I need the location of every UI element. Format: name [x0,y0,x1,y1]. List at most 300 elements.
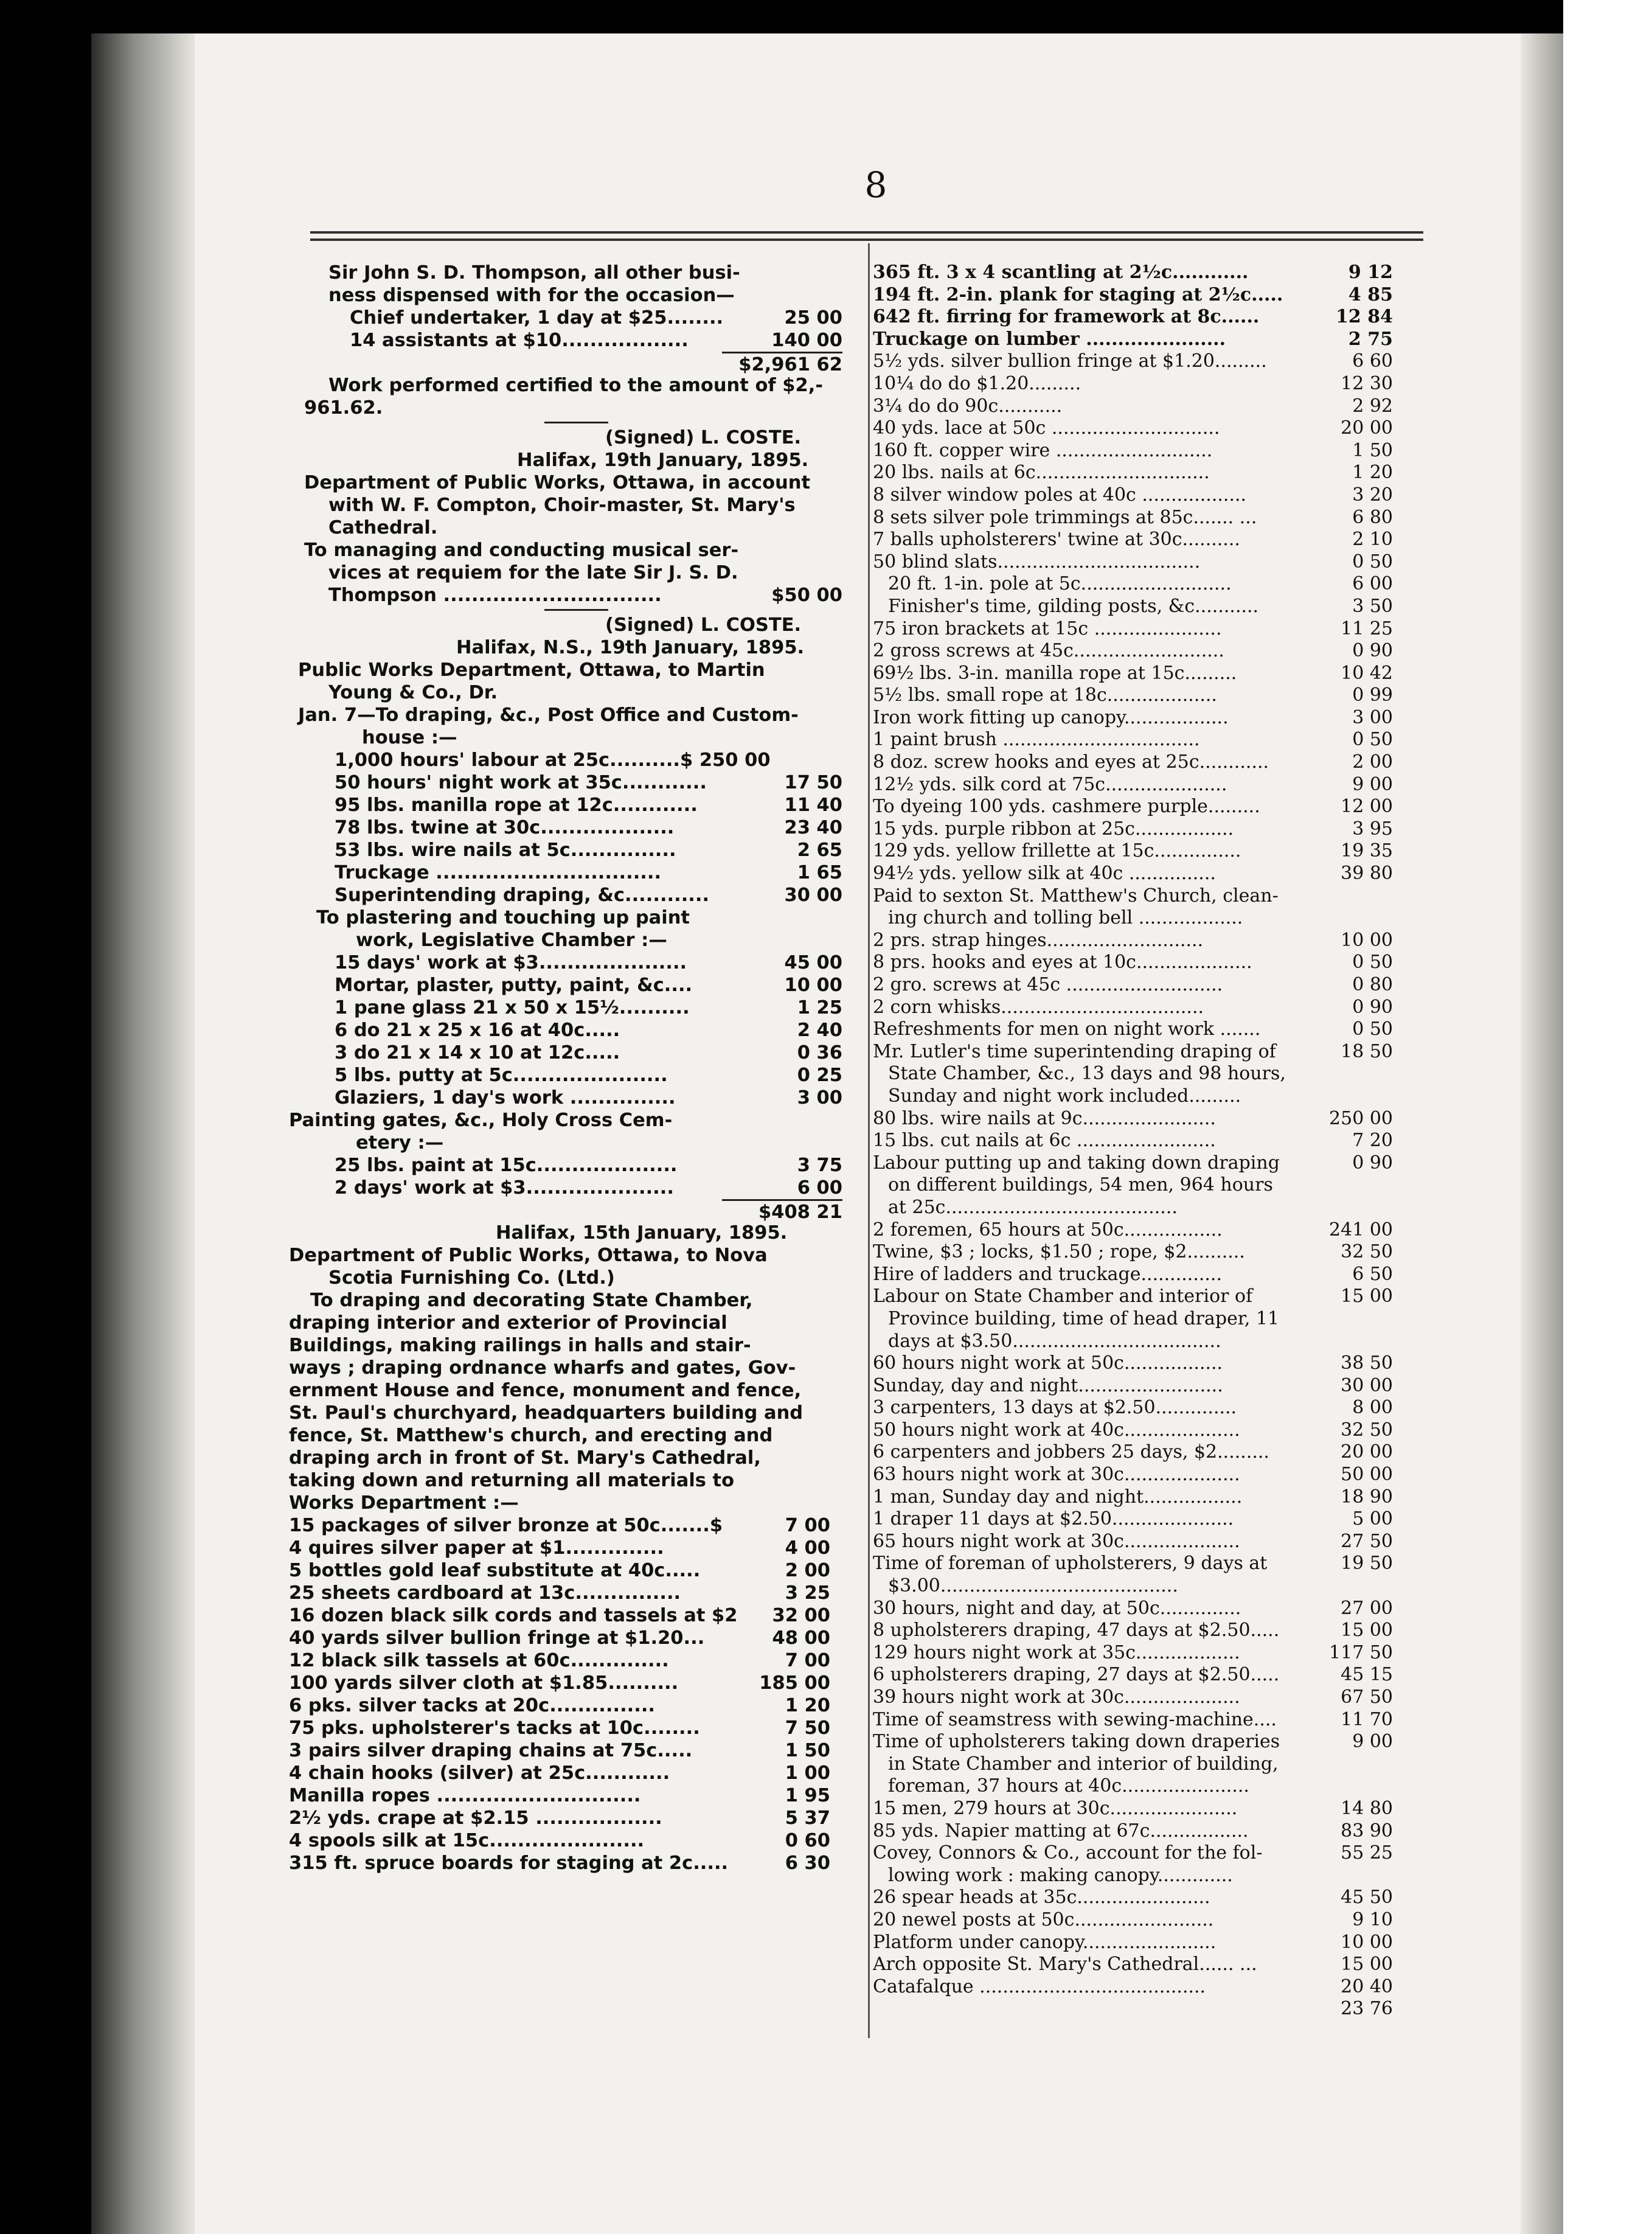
ledger-line-text: State Chamber, &c., 13 days and 98 hours, [888,1063,1286,1085]
ledger-amount: 10 00 [1341,1931,1393,1953]
ledger-line-text: 2 gro. screws at 45c ........................... [873,974,1223,995]
ledger-amount: 1 50 [785,1740,830,1761]
ledger-line [873,997,1393,1019]
ledger-line-text: 2 days' work at $3..................... [335,1177,674,1199]
ledger-amount: 11 40 [784,795,842,816]
ledger-line-text: Works Department :— [289,1492,519,1514]
ledger-amount: 45 15 [1341,1664,1393,1686]
ledger-line [873,1865,1393,1887]
ledger-line [289,1267,858,1289]
ledger-line [873,1085,1393,1108]
ledger-line-text: 1 man, Sunday day and night................. [873,1486,1243,1508]
ledger-line-text: Hire of ladders and truckage.............. [873,1263,1222,1285]
ledger-amount: 38 50 [1341,1352,1393,1374]
ledger-line-text: 60 hours night work at 50c................. [873,1352,1223,1374]
ledger-line [289,1334,858,1357]
ledger-line-text: Paid to sexton St. Matthew's Church, clean- [873,885,1279,906]
ledger-amount: 15 00 [1341,1954,1393,1975]
ledger-amount: 1 20 [1352,462,1393,484]
ledger-line-text: vices at requiem for the late Sir J. S. D. [328,562,738,583]
ledger-line-text: Time of upholsterers taking down draperies [873,1731,1280,1753]
ledger-line-text: Labour on State Chamber and interior of [873,1286,1253,1307]
ledger-line-text: 642 ft. firring for framework at 8c...... [873,306,1260,328]
ledger-amount: 11 70 [1341,1708,1393,1730]
ledger-line-text: 8 doz. screw hooks and eyes at 25c............ [873,751,1269,773]
ledger-line-text: 53 lbs. wire nails at 5c............... [335,840,676,861]
ledger-line [873,1798,1393,1820]
ledger-line-text: 961.62. [304,397,383,419]
ledger-amount: 27 00 [1341,1597,1393,1619]
ledger-line [873,618,1393,641]
ledger-amount: 50 00 [1341,1464,1393,1486]
ledger-amount: 3 00 [1352,706,1393,728]
ledger-line-text: 12½ yds. silk cord at 75c..................... [873,773,1227,795]
ledger-amount: 0 60 [785,1830,830,1851]
ledger-line-text: days at $3.50.................................... [888,1330,1221,1352]
ledger-line [873,329,1393,351]
ledger-line-text: Truckage ................................ [335,862,662,883]
ledger-line [873,551,1393,574]
ledger-line [289,307,858,329]
ledger-line [873,1954,1393,1976]
ledger-line [289,1627,858,1649]
ledger-line [289,284,858,307]
ledger-line [289,562,858,584]
ledger-line [873,751,1393,774]
ledger-line [873,640,1393,663]
ledger-line-text: at 25c........................................ [888,1196,1178,1218]
ledger-line [873,1219,1393,1242]
ledger-line-text: work, Legislative Chamber :— [356,930,667,951]
ledger-line-text: St. Paul's churchyard, headquarters building and [289,1402,803,1424]
ledger-line [289,816,858,839]
ledger-line [289,1717,858,1739]
ledger-line-text: 40 yards silver bullion fringe at $1.20... [289,1627,705,1649]
ledger-amount: 15 00 [1341,1620,1393,1641]
ledger-line [289,449,858,472]
ledger-line-text: 15 lbs. cut nails at 6c ........................ [873,1130,1216,1152]
ledger-amount: 241 00 [1329,1219,1393,1241]
ledger-amount: 45 00 [784,952,842,973]
ledger-line-text: Sunday, day and night......................... [873,1374,1223,1396]
ledger-amount: 0 90 [1352,996,1393,1018]
ledger-line [873,1709,1393,1731]
ledger-amount: 20 40 [1341,1975,1393,1997]
ledger-line [289,1739,858,1762]
signature-rule [289,419,858,426]
ledger-amount: 39 80 [1341,863,1393,885]
ledger-line [873,1642,1393,1665]
ledger-line [289,1447,858,1469]
ledger-amount: 6 00 [1352,573,1393,595]
ledger-line [289,1402,858,1424]
ledger-line-text: 15 packages of silver bronze at 50c.......$ [289,1515,723,1536]
ledger-line [873,774,1393,796]
ledger-line-text: (Signed) L. COSTE. [605,614,802,636]
ledger-line [289,472,858,494]
ledger-line-text: draping interior and exterior of Provincial [289,1312,727,1334]
ledger-line [289,906,858,929]
ledger-line [873,863,1393,885]
ledger-amount: 10 00 [1341,929,1393,951]
ledger-amount: 7 00 [785,1650,830,1671]
ledger-line [289,771,858,794]
ledger-line [873,1820,1393,1843]
ledger-amount: 0 99 [1352,684,1393,706]
ledger-amount: 9 00 [1352,1731,1393,1753]
ledger-line-text: Halifax, 15th January, 1895. [496,1222,788,1244]
ledger-line [873,1241,1393,1264]
ledger-line-text: Arch opposite St. Mary's Cathedral...... ... [873,1954,1257,1975]
ledger-line-text: ness dispensed with for the occasion— [328,285,735,306]
ledger-line [289,1087,858,1109]
ledger-line [873,1932,1393,1954]
ledger-line-text: Sunday and night work included......... [888,1085,1241,1107]
ledger-line-text: Halifax, 19th January, 1895. [517,450,809,471]
ledger-line-text: 4 chain hooks (silver) at 25c............ [289,1762,670,1784]
ledger-line [289,1379,858,1402]
ledger-amount: 12 00 [1341,796,1393,818]
ledger-line [289,374,858,397]
ledger-line [873,1842,1393,1865]
ledger-line [289,1424,858,1447]
signature-rule [289,607,858,614]
ledger-line [289,636,858,659]
ledger-amount: 1 65 [797,862,842,883]
ledger-amount: 48 00 [772,1627,830,1649]
ledger-line-text: Department of Public Works, Ottawa, in account [304,472,811,493]
ledger-line [873,1486,1393,1509]
ledger-line-text: 5½ lbs. small rope at 18c................... [873,684,1217,706]
ledger-line-text: Scotia Furnishing Co. (Ltd.) [328,1267,615,1289]
ledger-line-text: Public Works Department, Ottawa, to Martin [298,659,765,681]
ledger-amount: 4 85 [1348,284,1393,305]
ledger-line-text: Refreshments for men on night work ....... [873,1018,1261,1040]
ledger-line [873,284,1393,307]
ledger-line-text: Time of seamstress with sewing-machine.... [873,1708,1277,1730]
ledger-amount: 1 00 [785,1762,830,1784]
ledger-line [289,726,858,749]
ledger-line [873,1887,1393,1909]
ledger-amount: 1 50 [1352,439,1393,461]
ledger-line-text: 3 carpenters, 13 days at $2.50.............. [873,1397,1237,1419]
ledger-line [289,352,858,374]
ledger-line-text: Mortar, plaster, putty, paint, &c.... [335,975,693,996]
ledger-line-text: 50 blind slats................................... [873,551,1201,572]
ledger-line-text: 75 pks. upholsterer's tacks at 10c........ [289,1717,700,1739]
ledger-amount: $50 00 [771,585,842,606]
ledger-amount: 250 00 [1329,1107,1393,1129]
ledger-line [873,417,1393,440]
ledger-amount: 2 92 [1352,395,1393,417]
ledger-line [289,1177,858,1199]
ledger-line [873,1620,1393,1642]
ledger-line [873,1352,1393,1375]
ledger-line-text: Manilla ropes ............................. [289,1785,641,1806]
ledger-line [289,614,858,636]
ledger-amount: 3 25 [785,1582,830,1604]
ledger-line [873,573,1393,596]
ledger-amount: 67 50 [1341,1686,1393,1708]
ledger-line [873,1130,1393,1152]
ledger-amount: 32 50 [1341,1241,1393,1263]
ledger-amount: 3 00 [797,1087,842,1108]
ledger-amount: 7 20 [1352,1130,1393,1152]
ledger-line-text: taking down and returning all materials to [289,1470,735,1491]
ledger-line-text: 6 pks. silver tacks at 20c............... [289,1695,656,1716]
ledger-line-text: draping arch in front of St. Mary's Cathedral, [289,1447,761,1469]
ledger-amount: 83 90 [1341,1820,1393,1842]
ledger-amount: 19 50 [1341,1553,1393,1575]
ledger-line [873,262,1393,284]
ledger-line-text: To plastering and touching up paint [316,907,690,928]
ledger-amount: 10 42 [1341,662,1393,684]
ledger-line-text: on different buildings, 54 men, 964 hours [888,1174,1273,1196]
ledger-line-text: 2 gross screws at 45c.......................... [873,640,1224,662]
ledger-line-text: etery :— [356,1132,444,1154]
ledger-line [873,1397,1393,1419]
ledger-line-text: 85 yds. Napier matting at 67c................. [873,1820,1249,1842]
ledger-line-text: Province building, time of head draper, 11 [888,1307,1280,1329]
ledger-line-text: Truckage on lumber ...................... [873,328,1226,350]
ledger-line-text: 8 prs. hooks and eyes at 10c.................... [873,952,1252,973]
ledger-line [289,1019,858,1042]
ledger-line-text: 315 ft. spruce boards for staging at 2c..... [289,1853,729,1874]
ledger-amount: 6 60 [1352,350,1393,372]
ledger-line [289,1042,858,1064]
ledger-line-text: 12 black silk tassels at 60c.............. [289,1650,669,1671]
ledger-line [289,1559,858,1582]
ledger-line-text: 14 assistants at $10.................. [350,330,689,351]
ledger-line-text: Covey, Connors & Co., account for the fol- [873,1842,1263,1864]
ledger-line-text: 2 corn whisks................................... [873,996,1204,1018]
ledger-amount: 8 00 [1352,1397,1393,1419]
ledger-amount: 2 00 [1352,751,1393,773]
ledger-amount: 32 00 [772,1605,830,1626]
ledger-amount: 30 00 [784,885,842,906]
ledger-amount: 18 50 [1341,1040,1393,1062]
ledger-line [873,796,1393,818]
ledger-line [289,426,858,449]
ledger-line [289,997,858,1019]
scan-margin-right [1563,0,1652,2234]
ledger-amount: 6 00 [797,1177,842,1199]
ledger-line [873,1909,1393,1932]
ledger-line [289,861,858,884]
ledger-total: $2,961 62 [722,352,842,374]
ledger-line-text: foreman, 37 hours at 40c...................... [888,1775,1249,1797]
ledger-line [289,1357,858,1379]
ledger-line-text: 6 carpenters and jobbers 25 days, $2......... [873,1441,1269,1463]
ledger-amount: 117 50 [1329,1641,1393,1663]
ledger-line [289,794,858,816]
ledger-amount: 1 25 [797,997,842,1018]
ledger-line-text: fence, St. Matthew's church, and erecting and [289,1425,773,1446]
ledger-line [873,818,1393,841]
ledger-amount: 3 20 [1352,484,1393,506]
ledger-line [873,1686,1393,1709]
ledger-line-text: 1 draper 11 days at $2.50..................... [873,1508,1234,1530]
ledger-amount: 10 00 [784,975,842,996]
ledger-line-text: 8 sets silver pole trimmings at 85c....... ... [873,506,1257,528]
ledger-line [873,974,1393,997]
ledger-amount: 0 90 [1352,1152,1393,1174]
ledger-line-text: 15 days' work at $3..................... [335,952,687,973]
ledger-line [289,1469,858,1492]
ledger-amount: 12 30 [1341,372,1393,394]
ledger-amount: 0 25 [797,1065,842,1086]
ledger-line [289,1649,858,1672]
ledger-line-text: 26 spear heads at 35c....................... [873,1887,1210,1909]
ledger-amount: 0 50 [1352,729,1393,751]
ledger-line [873,1264,1393,1286]
left-column [289,262,858,1874]
ledger-line-text: 78 lbs. twine at 30c................... [335,817,675,838]
ledger-line-text: 100 yards silver cloth at $1.85.......... [289,1672,679,1694]
ledger-line [873,306,1393,329]
ledger-amount: 15 00 [1341,1286,1393,1307]
ledger-amount: 2 40 [797,1020,842,1041]
ledger-amount: 1 95 [785,1785,830,1806]
ledger-line-text: house :— [362,727,457,748]
ledger-line [289,539,858,562]
ledger-line-text: 2½ yds. crape at $2.15 .................. [289,1808,662,1829]
ledger-amount: 0 50 [1352,1018,1393,1040]
ledger-line-text: 65 hours night work at 30c.................... [873,1530,1240,1552]
ledger-line [289,1222,858,1244]
ledger-line-text: 160 ft. copper wire ........................... [873,439,1213,461]
ledger-line-text: 25 sheets cardboard at 13c............... [289,1582,681,1604]
ledger-line-text: Department of Public Works, Ottawa, to Nova [289,1245,768,1266]
ledger-line [289,517,858,539]
ledger-amount: 5 00 [1352,1508,1393,1530]
ledger-line-text: 63 hours night work at 30c.................... [873,1464,1240,1486]
ledger-amount: 17 50 [784,772,842,793]
ledger-line-text: 50 hours night work at 40c.................... [873,1419,1240,1441]
ledger-amount: 1 20 [785,1695,830,1716]
ledger-line [873,1753,1393,1776]
ledger-line [289,749,858,771]
ledger-line [873,1464,1393,1486]
ledger-line-text: Platform under canopy....................... [873,1931,1216,1953]
ledger-line-text: in State Chamber and interior of building, [888,1753,1279,1775]
ledger-line-text: 5½ yds. silver bullion fringe at $1.20......... [873,350,1267,372]
ledger-line [873,1197,1393,1219]
ledger-amount: 3 50 [1352,595,1393,617]
ledger-line-text: Jan. 7—To draping, &c., Post Office and Custom- [298,705,799,726]
ledger-line [873,1286,1393,1308]
ledger-line [289,974,858,997]
ledger-line [289,1852,858,1874]
ledger-line-text: $3.00......................................... [888,1575,1178,1597]
ledger-line-text: 95 lbs. manilla rope at 12c............ [335,795,698,816]
ledger-line [873,350,1393,373]
ledger-line-text: 30 hours, night and day, at 50c.............. [873,1597,1241,1619]
ledger-line-text: 50 hours' night work at 35c............ [335,772,707,793]
page-number: 8 [864,164,887,206]
ledger-line [289,397,858,419]
ledger-line-text: 3 do 21 x 14 x 10 at 12c..... [335,1042,620,1063]
ledger-line-text: 75 iron brackets at 15c ...................... [873,618,1222,639]
ledger-amount: 27 50 [1341,1530,1393,1552]
ledger-line-text: Cathedral. [328,517,438,538]
ledger-line [289,584,858,607]
ledger-line [873,1531,1393,1553]
ledger-amount: 0 50 [1352,551,1393,572]
ledger-line-text: (Signed) L. COSTE. [605,427,802,448]
ledger-line [873,395,1393,418]
ledger-line-text: 2 prs. strap hinges........................... [873,929,1204,951]
ledger-amount: 12 84 [1336,306,1393,328]
ledger-line [873,1731,1393,1753]
ledger-line [873,484,1393,507]
ledger-amount: 6 80 [1352,506,1393,528]
ledger-line [873,707,1393,729]
ledger-amount: 0 36 [797,1042,842,1063]
ledger-line [289,1762,858,1784]
ledger-line [873,1598,1393,1620]
ledger-line-text: Glaziers, 1 day's work ............... [335,1087,676,1108]
ledger-line-text: 94½ yds. yellow silk at 40c ............... [873,863,1216,885]
ledger-line-text: Mr. Lutler's time superintending draping of [873,1040,1276,1062]
ledger-line [289,1514,858,1537]
ledger-line-text: 1 pane glass 21 x 50 x 15½.......... [335,997,690,1018]
ledger-line-text: Work performed certified to the amount of $2,- [328,375,824,396]
ledger-line-text: Sir John S. D. Thompson, all other busi- [328,262,740,284]
ledger-line [873,373,1393,395]
ledger-line-text: 6 upholsterers draping, 27 days at $2.50..... [873,1664,1280,1686]
ledger-line [289,929,858,952]
ledger-line [289,1582,858,1604]
ledger-amount: 0 80 [1352,974,1393,995]
ledger-line [289,262,858,284]
ledger-line-text: 3 pairs silver draping chains at 75c..... [289,1740,693,1761]
ledger-total: $408 21 [722,1199,842,1222]
ledger-amount: 32 50 [1341,1419,1393,1441]
ledger-amount: 4 00 [785,1537,830,1559]
ledger-line [289,1604,858,1627]
header-rule-top [310,231,1423,234]
ledger-amount: 2 65 [797,840,842,861]
ledger-line-text: Twine, $3 ; locks, $1.50 ; rope, $2.......... [873,1241,1245,1263]
ledger-amount: 3 95 [1352,818,1393,840]
ledger-line-text: 15 yds. purple ribbon at 25c................. [873,818,1234,840]
ledger-line [873,952,1393,974]
ledger-line-text: 10¼ do do $1.20......... [873,372,1081,394]
ledger-line-text: 25 lbs. paint at 15c.................... [335,1155,678,1176]
ledger-line-text: 5 lbs. putty at 5c...................... [335,1065,668,1086]
ledger-amount: 7 00 [785,1515,830,1536]
ledger-line-text: Thompson ............................... [328,585,662,606]
ledger-line [873,907,1393,930]
ledger-line [289,681,858,704]
ledger-line-text: 20 ft. 1-in. pole at 5c.......................... [888,573,1232,595]
ledger-line [873,1553,1393,1575]
ledger-amount: 185 00 [759,1672,830,1694]
ledger-line-text: 1,000 hours' labour at 25c..........$ 250 00 [335,750,771,771]
ledger-line [289,1064,858,1087]
ledger-line-text: Labour putting up and taking down draping [873,1152,1280,1174]
ledger-line-text: 16 dozen black silk cords and tassels at $2 [289,1605,738,1626]
ledger-line [289,1694,858,1717]
ledger-line [289,329,858,352]
ledger-line-text: Catafalque ....................................... [873,1975,1206,1997]
ledger-line [873,1375,1393,1397]
ledger-line-text: Buildings, making railings in halls and stair- [289,1335,751,1356]
ledger-line [289,1289,858,1312]
ledger-amount: 20 00 [1341,417,1393,439]
ledger-line-text: 1 paint brush .................................. [873,729,1200,751]
